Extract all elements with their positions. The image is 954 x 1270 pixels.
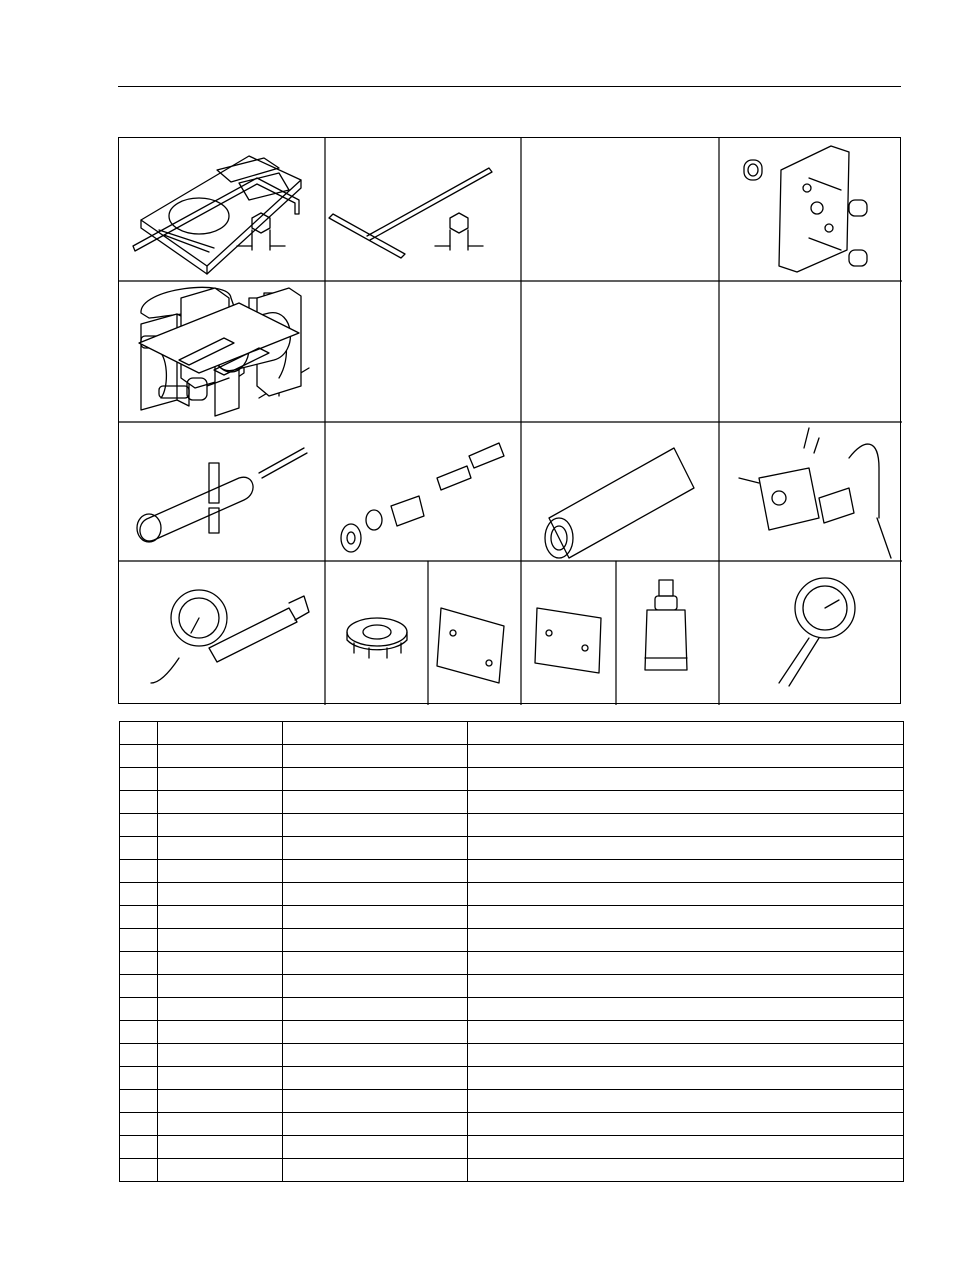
table-cell — [283, 906, 468, 929]
table-row — [120, 952, 904, 975]
table-cell — [283, 1021, 468, 1044]
table-row — [120, 883, 904, 906]
holder-nut-icon — [347, 618, 407, 658]
table-cell — [120, 1044, 158, 1067]
table-cell — [120, 975, 158, 998]
table-cell — [120, 1090, 158, 1113]
t-handle-puller-icon — [137, 448, 307, 542]
table-row — [120, 1067, 904, 1090]
table-cell — [120, 1067, 158, 1090]
table-row — [120, 1159, 904, 1182]
table-cell — [468, 1021, 904, 1044]
table-cell — [283, 1113, 468, 1136]
table-row — [120, 791, 904, 814]
table-cell — [158, 860, 283, 883]
table-cell — [283, 745, 468, 768]
table-cell — [158, 745, 283, 768]
table-cell — [158, 722, 283, 745]
table-cell — [468, 860, 904, 883]
table-cell — [158, 1090, 283, 1113]
spacer-plate-a-icon — [437, 608, 504, 683]
table-cell — [283, 998, 468, 1021]
table-cell — [158, 952, 283, 975]
table-cell — [158, 1044, 283, 1067]
table-cell — [283, 1159, 468, 1182]
table-row — [120, 975, 904, 998]
sleeve-tube-icon — [545, 448, 694, 558]
table-cell — [120, 837, 158, 860]
tool-illustration-grid — [118, 137, 901, 704]
table-cell — [283, 768, 468, 791]
table-cell — [120, 1021, 158, 1044]
table-cell — [468, 722, 904, 745]
table-row — [120, 1136, 904, 1159]
table-cell — [158, 1136, 283, 1159]
table-cell — [120, 768, 158, 791]
table-cell — [468, 1067, 904, 1090]
table-cell — [120, 745, 158, 768]
table-cell — [158, 1021, 283, 1044]
table-cell — [468, 952, 904, 975]
table-cell — [468, 906, 904, 929]
table-cell — [468, 1090, 904, 1113]
vacuum-gauge-icon — [151, 590, 309, 683]
table-cell — [120, 814, 158, 837]
mounting-plate-icon — [744, 146, 867, 272]
table-cell — [468, 768, 904, 791]
table-cell — [468, 791, 904, 814]
table-cell — [120, 860, 158, 883]
table-cell — [120, 791, 158, 814]
table-cell — [283, 1067, 468, 1090]
spacer-plate-b-icon — [535, 608, 601, 673]
table-row — [120, 1021, 904, 1044]
table-cell — [120, 1113, 158, 1136]
table-row — [120, 906, 904, 929]
table-cell — [283, 929, 468, 952]
table-row — [120, 745, 904, 768]
table-cell — [283, 1044, 468, 1067]
table-cell — [283, 722, 468, 745]
table-cell — [120, 952, 158, 975]
table-row — [120, 768, 904, 791]
table-cell — [468, 1136, 904, 1159]
table-cell — [283, 975, 468, 998]
hose-adapter-icon — [645, 580, 687, 670]
table-cell — [158, 814, 283, 837]
table-cell — [158, 883, 283, 906]
table-cell — [120, 906, 158, 929]
table-cell — [158, 975, 283, 998]
table-cell — [120, 722, 158, 745]
table-cell — [468, 1044, 904, 1067]
table-row — [120, 814, 904, 837]
table-cell — [158, 929, 283, 952]
table-cell — [158, 837, 283, 860]
table-cell — [283, 1136, 468, 1159]
table-row — [120, 1090, 904, 1113]
table-cell — [468, 929, 904, 952]
table-row — [120, 1044, 904, 1067]
table-cell — [120, 883, 158, 906]
table-cell — [120, 929, 158, 952]
table-row — [120, 929, 904, 952]
table-cell — [468, 883, 904, 906]
table-cell — [468, 998, 904, 1021]
table-cell — [468, 975, 904, 998]
table-cell — [283, 814, 468, 837]
table-cell — [158, 768, 283, 791]
tool-list-table — [119, 721, 904, 1182]
table-cell — [120, 1159, 158, 1182]
pressure-tester-icon — [739, 428, 891, 558]
table-cell — [283, 860, 468, 883]
table-cell — [468, 814, 904, 837]
table-cell — [158, 998, 283, 1021]
table-row — [120, 837, 904, 860]
hex-key-t-icon — [329, 168, 492, 258]
table-row — [120, 722, 904, 745]
table-cell — [158, 1067, 283, 1090]
table-cell — [468, 837, 904, 860]
compression-gauge-icon — [779, 578, 855, 686]
header-rule — [118, 86, 901, 87]
table-cell — [283, 1090, 468, 1113]
table-row — [120, 998, 904, 1021]
table-cell — [283, 837, 468, 860]
table-row — [120, 860, 904, 883]
table-row — [120, 1113, 904, 1136]
table-cell — [468, 745, 904, 768]
table-cell — [283, 883, 468, 906]
table-cell — [158, 1159, 283, 1182]
bolt-adapter-kit-icon — [341, 443, 504, 552]
table-cell — [283, 791, 468, 814]
table-cell — [158, 791, 283, 814]
table-cell — [120, 998, 158, 1021]
table-cell — [283, 952, 468, 975]
table-cell — [120, 1136, 158, 1159]
table-cell — [468, 1113, 904, 1136]
table-cell — [158, 906, 283, 929]
feeler-gauge-set-icon — [141, 156, 301, 274]
table-cell — [468, 1159, 904, 1182]
table-cell — [158, 1113, 283, 1136]
